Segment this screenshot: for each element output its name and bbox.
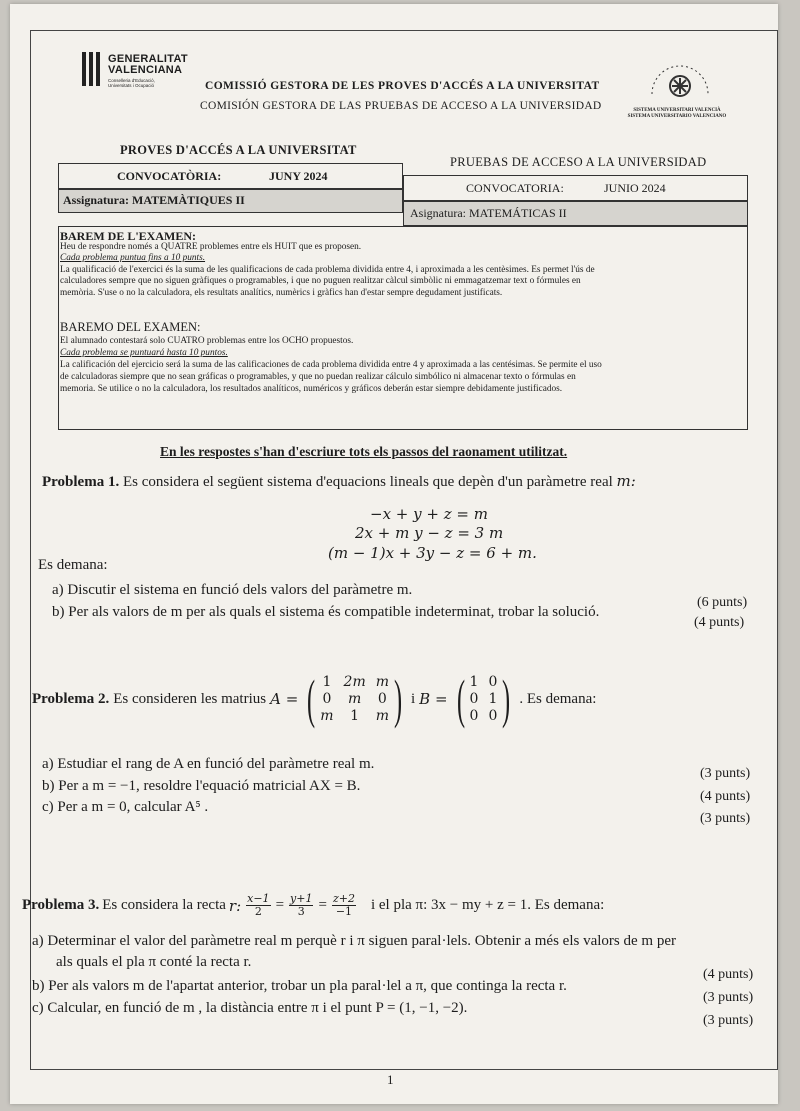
problem2-part-b-points: (4 punts) <box>700 789 751 804</box>
problem3-part-a-line2: als quals el pla π conté la recta r. <box>56 954 252 970</box>
convocation-box-es <box>403 175 748 201</box>
problem1-part-b: b) Per als valors de m per als quals el sistema és compatible indeterminat, trobar la solució. <box>52 604 600 620</box>
subject-box-ca <box>58 189 403 213</box>
convocation-box-ca <box>58 163 403 189</box>
conselleria-name: Conselleria d'Educació, Universitats i Ocupació <box>108 78 155 88</box>
barem-ca-line3: La qualificació de l'exercici és la suma de les qualificacions de cada problema dividida entre 4, i aproximada a les centèsimes. Es permet l'ús de <box>60 265 595 275</box>
problem1-eq3: (m − 1)x + 3y − z = 6 + m. <box>328 544 537 562</box>
matrix-b-name: B = <box>419 690 448 708</box>
university-system-logo-icon <box>640 52 720 106</box>
problem1-text: Es considera el següent sistema d'equacions lineals que depèn d'un paràmetre real <box>122 474 613 490</box>
generalitat-emblem-icon <box>80 50 102 88</box>
fraction-y: $\frac{y+1}{3}$ <box>290 892 313 918</box>
matrix-b-cell: 1 <box>469 673 479 690</box>
commission-title-ca: COMISSIÓ GESTORA DE LES PROVES D'ACCÉS A LA UNIVERSITAT <box>205 80 600 92</box>
exam-title-es: PRUEBAS DE ACCESO A LA UNIVERSIDAD <box>450 155 707 169</box>
problem3-text: Es considera la recta <box>102 897 226 913</box>
problem2-part-c: c) Per a m = 0, calcular A⁵ . <box>42 799 209 815</box>
matrix-b: ( 1 0 0 1 0 0 ) <box>456 669 511 729</box>
subject-es: Asignatura: MATEMÁTICAS II <box>410 206 567 220</box>
matrix-a-cell: 1 <box>350 707 360 724</box>
convocation-label-es: CONVOCATORIA: <box>466 181 564 195</box>
problem3-statement <box>22 893 604 918</box>
barem-ca-line5: memòria. S'use o no la calculadora, els resultats analítics, numèrics i gràfics han d'estar sempre degudament justificats. <box>60 288 503 298</box>
problem2-tail: . Es demana: <box>519 690 597 707</box>
problem2-text: Es consideren les matrius <box>113 690 267 707</box>
problem1-param: m: <box>616 472 636 490</box>
barem-es-line1: El alumnado contestará solo CUATRO problemas entre los OCHO propuestos. <box>60 336 354 346</box>
problem1-eq2: 2x + m y − z = 3 m <box>355 524 504 542</box>
matrix-a-cell: m <box>375 707 390 724</box>
matrix-b-cell: 0 <box>469 690 479 707</box>
problem3-plane: i el pla π: 3x − my + z = 1. Es demana: <box>370 897 605 913</box>
matrix-a-cell: m <box>348 690 362 707</box>
fraction-z: $\frac{z+2}{-1}$ <box>332 892 355 918</box>
convocation-value-es: JUNIO 2024 <box>604 181 666 195</box>
exam-title-ca: PROVES D'ACCÉS A LA UNIVERSITAT <box>120 143 357 157</box>
problem2-statement <box>32 669 597 729</box>
problem1-label: Problema 1. <box>42 474 120 490</box>
problem1-statement <box>42 472 636 491</box>
barem-es-line3: La calificación del ejercicio será la suma de las calificaciones de cada problema dividida entre 4 y aproximada a las centésimas. Se permite el uso <box>60 360 602 370</box>
generalitat-name: GENERALITAT VALENCIANA <box>108 53 188 76</box>
barem-ca-line4: calculadores sempre que no siguen gràfiques o programables, i que no puguen realitzar càlcul simbòlic ni emmagatzemar text o fórmules en <box>60 276 581 286</box>
fraction-x: $\frac{x-1}{2}$ <box>247 892 270 918</box>
matrix-b-cell: 0 <box>488 673 498 690</box>
problem3-part-c-points: (3 punts) <box>703 1013 754 1028</box>
problem1-part-a-points: (6 punts) <box>697 595 748 610</box>
university-system-name: SISTEMA UNIVERSITARI VALENCIÀ SISTEMA UNIVERSITARIO VALENCIANO <box>627 108 727 119</box>
problem3-part-a-line1: a) Determinar el valor del paràmetre real m perquè r i π siguen paral·lels. Obtenir a més els valors de m per <box>32 933 676 949</box>
convocation-value-ca: JUNY 2024 <box>269 169 328 183</box>
problem3-part-a-points: (4 punts) <box>703 967 754 982</box>
barem-ca-line1: Heu de respondre només a QUATRE problemes entre els HUIT que es proposen. <box>60 242 362 252</box>
matrix-a: ( 1 2m m 0 m 0 m 1 m ) <box>307 669 403 729</box>
barem-es-line5: memoria. Se utilice o no la calculadora, los resultados analíticos, numéricos y gráficos deberán estar siempre debidamente justificados. <box>60 384 563 394</box>
matrix-a-cell: 1 <box>322 673 332 690</box>
problem2-part-a: a) Estudiar el rang de A en funció del paràmetre real m. <box>42 756 375 772</box>
problem2-part-c-points: (3 punts) <box>700 811 751 826</box>
problem3-label: Problema 3. <box>22 897 100 913</box>
subject-box-es <box>403 201 748 226</box>
barem-title-ca: BAREM DE L'EXAMEN: <box>60 229 197 243</box>
matrix-a-cell: 0 <box>322 690 332 707</box>
problem1-part-b-points: (4 punts) <box>694 615 745 630</box>
matrix-b-cell: 1 <box>488 690 498 707</box>
subject-ca: Assignatura: MATEMÀTIQUES II <box>63 193 245 207</box>
problem2-label: Problema 2. <box>32 690 110 707</box>
matrix-b-cell: 0 <box>469 707 479 724</box>
convocation-label-ca: CONVOCATÒRIA: <box>117 169 222 183</box>
matrix-a-cell: m <box>320 707 334 724</box>
instructions-heading: En les respostes s'han d'escriure tots els passos del raonament utilitzat. <box>160 444 568 459</box>
generalitat-logo <box>80 48 190 98</box>
equals-sign: = <box>318 897 327 913</box>
matrix-a-cell: 2m <box>343 673 366 690</box>
line-r-name: r: <box>228 896 242 915</box>
matrix-b-cell: 0 <box>488 707 498 724</box>
problem2-part-b: b) Per a m = −1, resoldre l'equació matricial AX = B. <box>42 778 361 794</box>
barem-title-es: BAREMO DEL EXAMEN: <box>60 320 201 334</box>
problem3-part-b: b) Per als valors m de l'apartat anterior, trobar un pla paral·lel a π, que continga la recta r. <box>32 978 567 994</box>
problem2-part-a-points: (3 punts) <box>700 766 751 781</box>
matrix-a-cell: m <box>375 673 390 690</box>
commission-title-es: COMISIÓN GESTORA DE LAS PRUEBAS DE ACCESO A LA UNIVERSIDAD <box>200 100 602 112</box>
page-number: 1 <box>387 1072 394 1087</box>
problem3-part-c: c) Calcular, en funció de m , la distància entre π i el punt P = (1, −1, −2). <box>32 1000 468 1016</box>
matrix-a-cell: 0 <box>377 690 387 707</box>
barem-es-line4: de calculadoras siempre que no sean gráficas o programables, y que no puedan realizar cálculo simbólico ni almacenar texto o fórmulas en <box>60 372 576 382</box>
barem-ca-line2: Cada problema puntua fins a 10 punts. <box>60 253 206 263</box>
problem1-eq1: −x + y + z = m <box>370 505 488 523</box>
equals-sign: = <box>275 897 285 913</box>
matrix-a-name: A = <box>270 690 299 708</box>
problem3-part-b-points: (3 punts) <box>703 990 754 1005</box>
problem1-part-a: a) Discutir el sistema en funció dels valors del paràmetre m. <box>52 582 413 598</box>
barem-es-line2: Cada problema se puntuará hasta 10 puntos. <box>60 348 228 358</box>
problem1-ask: Es demana: <box>38 557 108 573</box>
problem2-and: i <box>411 690 416 707</box>
